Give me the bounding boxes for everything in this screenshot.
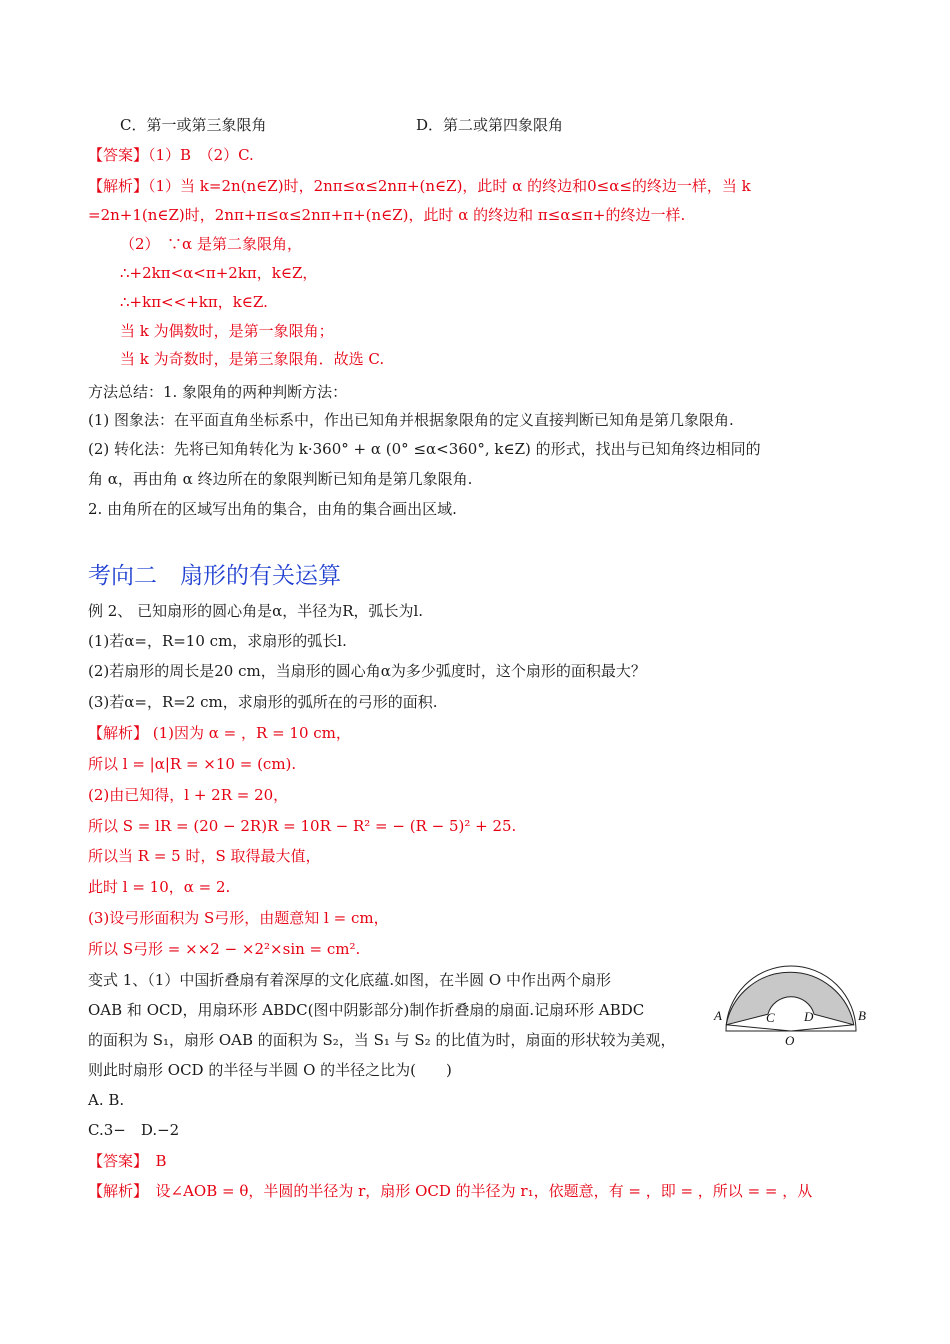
analysis-2-line-3: (2)由已知得，l + 2R = 20， bbox=[88, 786, 289, 804]
option-c: C．第一或第三象限角 bbox=[120, 116, 267, 134]
variant-1-line-3: 的面积为 S₁，扇形 OAB 的面积为 S₂，当 S₁ 与 S₂ 的比值为时，扇面的形状较为美观， bbox=[88, 1031, 676, 1049]
example-2-line-1: 例 2、 已知扇形的圆心角是α，半径为R，弧长为l. bbox=[88, 602, 424, 620]
option-d: D．第二或第四象限角 bbox=[416, 116, 564, 134]
example-2-line-3: (2)若扇形的周长是20 cm，当扇形的圆心角α为多少弧度时，这个扇形的面积最大？ bbox=[88, 662, 646, 680]
fan-ring-shaded bbox=[726, 972, 854, 1025]
example-2-line-4: (3)若α=，R=2 cm，求扇形的弧所在的弓形的面积. bbox=[88, 693, 438, 711]
analysis-1-line-5: ∴+kπ<<+kπ，k∈Z. bbox=[120, 293, 268, 311]
analysis-2-line-5: 所以当 R = 5 时，S 取得最大值， bbox=[88, 847, 321, 865]
method-line-5: 2. 由角所在的区域写出角的集合，由角的集合画出区域. bbox=[88, 500, 457, 518]
analysis-1-line-4: ∴+2kπ<α<π+2kπ，k∈Z， bbox=[120, 264, 318, 282]
analysis-1-line-6: 当 k 为偶数时，是第一象限角； bbox=[120, 322, 334, 340]
analysis-2-line-1: 【解析】 (1)因为 α = ，R = 10 cm， bbox=[88, 724, 351, 742]
radius-ob bbox=[791, 1025, 854, 1031]
method-line-4: 角 α，再由角 α 终边所在的象限判断已知角是第几象限角. bbox=[88, 470, 473, 488]
radius-oa bbox=[726, 1025, 791, 1031]
variant-1-answer: 【答案】 B bbox=[88, 1152, 167, 1170]
method-line-3: (2) 转化法：先将已知角转化为 k·360° + α (0° ≤α<360°, k∈Z) 的形式，找出与已知角终边相同的 bbox=[88, 440, 761, 458]
method-line-1: 方法总结：1. 象限角的两种判断方法： bbox=[88, 383, 348, 401]
fan-diagram bbox=[712, 963, 870, 1049]
analysis-2-line-7: (3)设弓形面积为 S弓形，由题意知 l = cm， bbox=[88, 909, 389, 927]
point-o-label: O bbox=[785, 1033, 795, 1048]
variant-1-line-1: 变式 1、（1）中国折叠扇有着深厚的文化底蕴.如图，在半圆 O 中作出两个扇形 bbox=[88, 971, 611, 989]
variant-1-analysis: 【解析】 设∠AOB = θ，半圆的半径为 r，扇形 OCD 的半径为 r₁，依题意，有 = ，即 = ，所以 = = ，从 bbox=[88, 1182, 813, 1200]
analysis-2-line-6: 此时 l = 10，α = 2. bbox=[88, 878, 231, 896]
variant-1-line-4: 则此时扇形 OCD 的半径与半圆 O 的半径之比为( ) bbox=[88, 1061, 452, 1079]
method-line-2: (1) 图象法：在平面直角坐标系中，作出已知角并根据象限角的定义直接判断已知角是第几象限角. bbox=[88, 411, 734, 429]
variant-1-line-2: OAB 和 OCD，用扇环形 ABDC(图中阴影部分)制作折叠扇的扇面.记扇环形 ABDC bbox=[88, 1001, 645, 1019]
analysis-1-line-1: 【解析】（1）当 k=2n(n∈Z)时，2nπ≤α≤2nπ+(n∈Z)，此时 α 的终边和0≤α≤的终边一样，当 k bbox=[88, 177, 751, 195]
section-title: 考向二 扇形的有关运算 bbox=[88, 563, 341, 589]
example-2-line-2: (1)若α=，R=10 cm，求扇形的弧长l. bbox=[88, 632, 347, 650]
analysis-2-line-8: 所以 S弓形 = ××2 − ×2²×sin = cm². bbox=[88, 940, 361, 958]
analysis-1-line-7: 当 k 为奇数时，是第三象限角．故选 C. bbox=[120, 350, 385, 368]
point-d-label: D bbox=[804, 1009, 814, 1024]
variant-1-line-6: C.3− D.−2 bbox=[88, 1121, 180, 1139]
variant-1-line-5: A. B. bbox=[88, 1091, 125, 1109]
analysis-2-line-4: 所以 S = lR = (20 − 2R)R = 10R − R² = − (R − 5)² + 25. bbox=[88, 817, 517, 835]
analysis-1-line-2: =2n+1(n∈Z)时，2nπ+π≤α≤2nπ+π+(n∈Z)，此时 α 的终边和 π≤α≤π+的终边一样. bbox=[88, 206, 686, 224]
analysis-2-line-2: 所以 l = |α|R = ×10 = (cm). bbox=[88, 755, 297, 773]
point-c-label: C bbox=[766, 1010, 775, 1025]
point-a-label: A bbox=[714, 1008, 722, 1023]
point-b-label: B bbox=[858, 1008, 866, 1023]
analysis-1-line-3: （2） ∵α 是第二象限角， bbox=[120, 235, 302, 253]
answer-1: 【答案】（1）B （2）C. bbox=[88, 146, 254, 164]
